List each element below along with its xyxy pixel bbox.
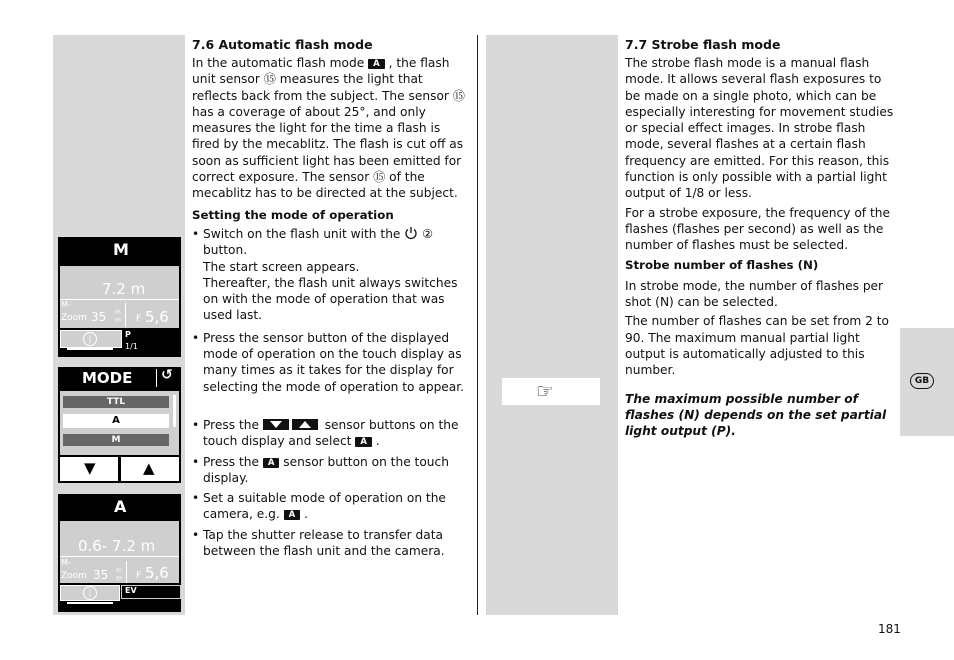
scroll-down-button[interactable] — [60, 457, 118, 481]
scrollbar[interactable] — [173, 395, 176, 427]
bullet-switch-on: • Switch on the flash unit with the ② button. The start screen appears. Thereafter, the flash unit always switches on with the mode of operation that was used last. — [192, 226, 468, 324]
zoom-unit-top: m — [116, 567, 122, 574]
strobe-text — [625, 55, 897, 443]
zoom-unit-bottom: m — [116, 575, 122, 582]
right-margin-column — [486, 35, 618, 615]
partial-output-button[interactable] — [122, 330, 179, 355]
display-screen-mode-select — [58, 367, 181, 483]
subheading-setting-mode: Setting the mode of operation — [192, 207, 394, 222]
display-screen-auto — [58, 494, 181, 612]
power-icon — [404, 226, 418, 240]
mode-option-ttl[interactable]: TTL — [63, 396, 169, 408]
zoom-prefix: M- — [61, 300, 71, 309]
info-button[interactable] — [60, 330, 122, 348]
strobe-para-3: In strobe mode, the number of flashes per shot (N) can be selected. — [625, 278, 884, 310]
bullet-set-camera: • Set a suitable mode of operation on the camera, e.g. A . — [192, 490, 468, 523]
arrow-up-key-icon — [292, 419, 318, 430]
partial-output-label: P — [125, 330, 131, 339]
strobe-note: The maximum possible number of flashes (N) depends on the set partial light output (P). — [625, 391, 887, 439]
partial-output-value: 1/1 — [125, 342, 138, 351]
section-heading-auto-flash: 7.6 Automatic flash mode — [192, 37, 373, 52]
bullet-press-a: • Press the A sensor button on the touch display. — [192, 454, 468, 487]
aperture-label: F — [136, 314, 142, 324]
bullet-tap-shutter: • Tap the shutter release to transfer data between the flash unit and the camera. — [192, 527, 468, 560]
zoom-value: 35 — [91, 310, 107, 324]
info-icon: | — [83, 332, 97, 346]
mode-menu-title: MODE — [82, 369, 133, 387]
zoom-unit-bottom: m — [115, 317, 121, 324]
mode-option-m[interactable]: M — [63, 434, 169, 446]
language-badge: GB — [910, 373, 934, 389]
strobe-para-2: For a strobe exposure, the frequency of the flashes (flashes per second) as well as the number of flashes must be selected. — [625, 205, 890, 253]
section-heading-strobe: 7.7 Strobe flash mode — [625, 37, 781, 52]
auto-flash-text — [192, 55, 468, 562]
auto-mode-key-icon: A — [263, 458, 280, 468]
auto-flash-intro: In the automatic flash mode A , the flash unit sensor ⑮ measures the light that reflects back from the subject. The sensor ⑮ has a coverage of about 25°, and only measures the light for the time a flash is fired by the mecablitz. The flash is cut off as soon as sufficient light has been emitted for correct exposure. The sensor ⑮ of the mecablitz has to be directed at the subject. — [192, 56, 465, 201]
zoom-unit-top: m — [115, 309, 121, 316]
bullet-press-sensor: • Press the sensor button of the displayed mode of operation on the touch display as many times as it takes for the display for selecting the mode of operation to appear. — [192, 330, 468, 395]
arrow-down-icon: ▼ — [84, 459, 96, 477]
aperture-value: 5,6 — [145, 308, 169, 326]
zoom-label: Zoom — [61, 571, 87, 581]
ev-label: EV — [125, 586, 137, 595]
auto-mode-key-icon: A — [284, 510, 301, 520]
aperture-value: 5,6 — [145, 564, 169, 582]
mode-label: M — [113, 240, 129, 259]
arrow-down-key-icon — [263, 419, 289, 430]
auto-mode-key-icon: A — [368, 59, 385, 69]
strobe-para-1: The strobe flash mode is a manual flash mode. It allows several flash exposures to be made on a single photo, which can be especially interesting for movement studies or special effect images. In strobe flash mode, several flashes at a certain flash frequency are emitted. For this reason, this function is only possible with a partial light output of 1/8 or less. — [625, 56, 894, 201]
column-divider — [477, 35, 478, 615]
range-value: 0.6- 7.2 m — [78, 537, 156, 555]
note-box — [502, 378, 600, 405]
range-value: 7.2 m — [102, 280, 146, 298]
back-icon[interactable]: ↺ — [161, 367, 173, 383]
mode-option-a[interactable]: A — [63, 414, 169, 428]
zoom-prefix: M- — [61, 558, 71, 567]
mode-label: A — [114, 497, 127, 516]
scroll-up-button[interactable] — [121, 457, 179, 481]
auto-mode-key-icon: A — [355, 437, 372, 447]
info-button[interactable] — [60, 585, 120, 601]
display-screen-manual — [58, 237, 181, 357]
ev-button[interactable] — [121, 585, 181, 599]
zoom-label: Zoom — [61, 313, 87, 323]
strobe-para-4: The number of flashes can be set from 2 to 90. The maximum manual partial light output is automatically adjusted to this number. — [625, 314, 890, 378]
aperture-label: F — [136, 571, 142, 581]
bullet-press-arrows: • Press the sensor buttons on the touch display and select A . — [192, 417, 468, 450]
page-number: 181 — [878, 622, 901, 636]
zoom-value: 35 — [93, 568, 109, 582]
pointing-hand-icon: ☞ — [536, 379, 554, 403]
info-icon: | — [83, 586, 97, 600]
arrow-up-icon: ▲ — [143, 459, 155, 477]
subheading-strobe-number: Strobe number of flashes (N) — [625, 257, 819, 272]
